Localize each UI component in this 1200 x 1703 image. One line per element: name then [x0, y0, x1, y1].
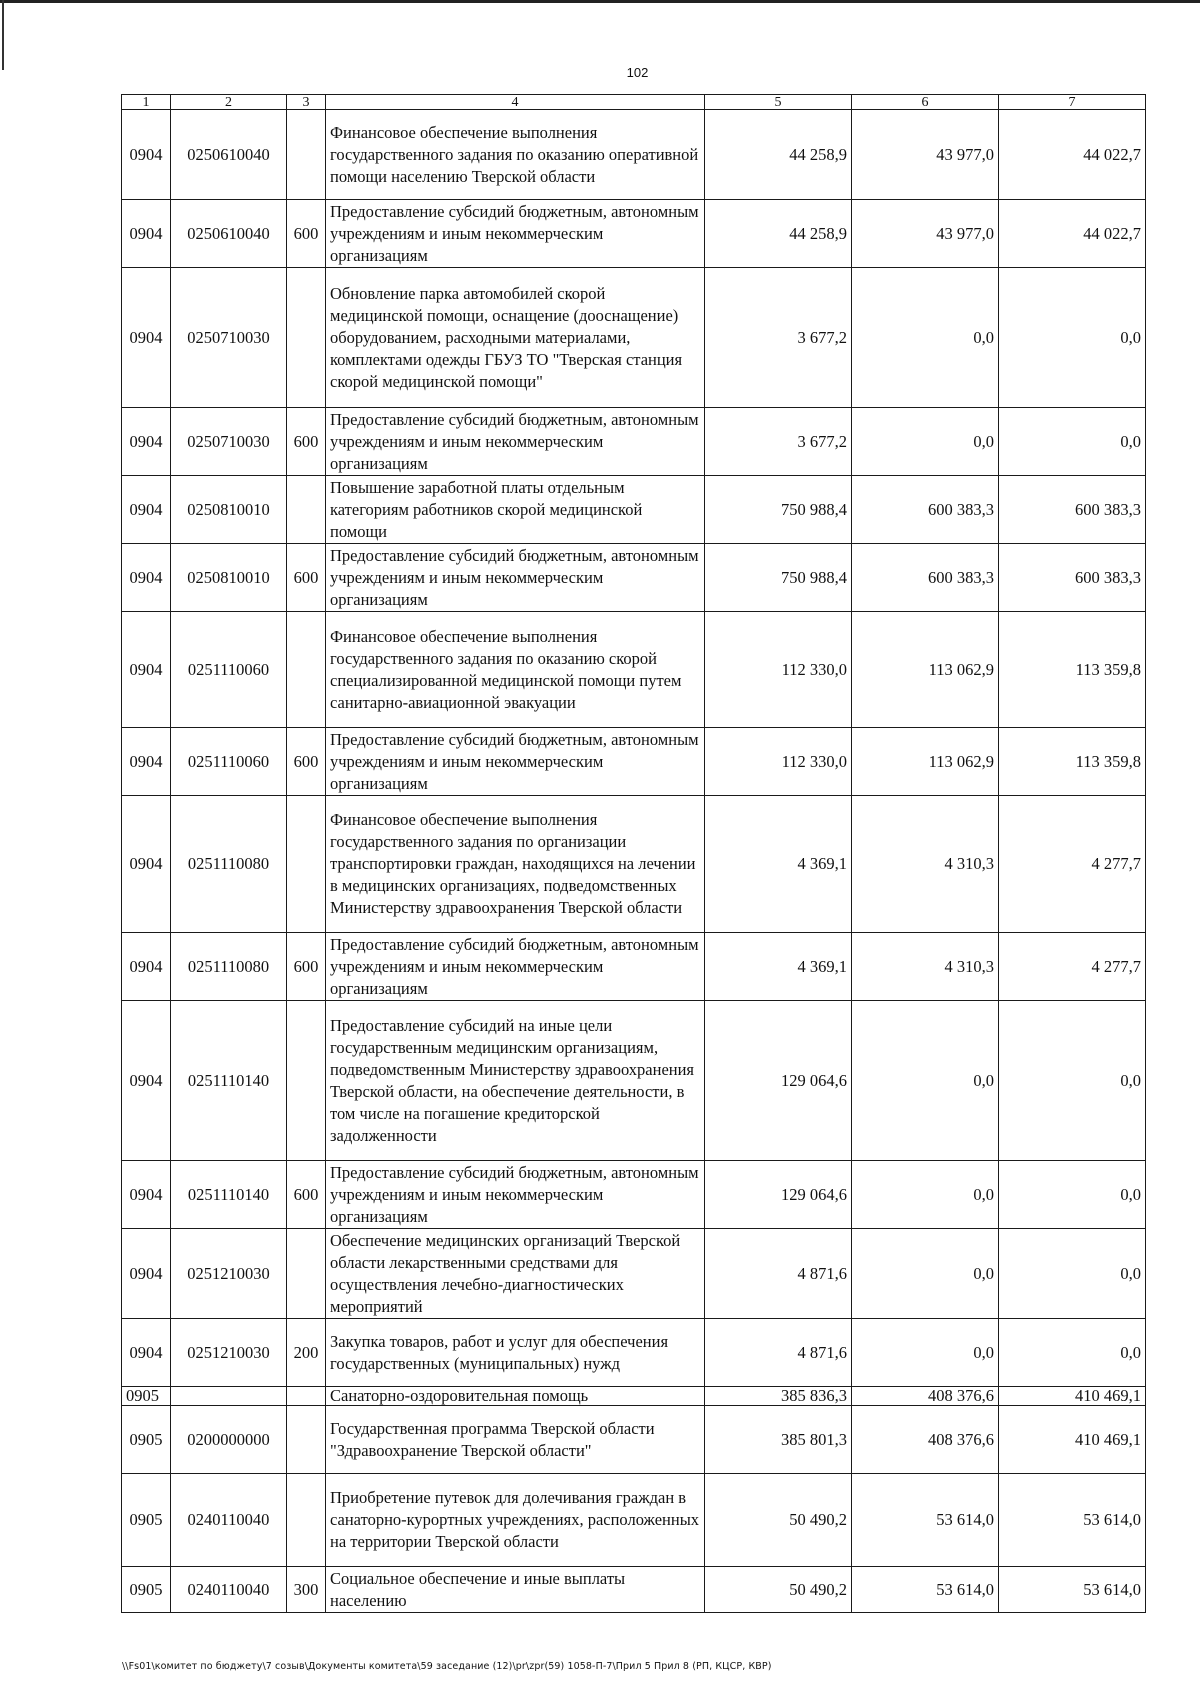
- section-code: 0904: [122, 268, 171, 408]
- expense-type-code: [287, 1387, 326, 1406]
- amount-col6: 0,0: [852, 1161, 999, 1229]
- expense-type-code: [287, 796, 326, 933]
- table-row: [122, 1161, 1146, 1229]
- expense-type-code: 600: [287, 728, 326, 796]
- section-code: 0904: [122, 612, 171, 728]
- amount-col7: 113 359,8: [999, 612, 1146, 728]
- amount-col6: 0,0: [852, 1001, 999, 1161]
- section-code: 0904: [122, 544, 171, 612]
- row-name: Предоставление субсидий бюджетным, автономным учреждениям и иным некоммерческим организациям: [326, 1161, 705, 1229]
- column-header: 5: [705, 95, 852, 110]
- section-code: 0904: [122, 200, 171, 268]
- target-article-code: 0250610040: [171, 110, 287, 200]
- expense-type-code: 300: [287, 1567, 326, 1613]
- amount-col5: 4 369,1: [705, 933, 852, 1001]
- amount-col6: 600 383,3: [852, 476, 999, 544]
- section-code: 0904: [122, 1319, 171, 1387]
- row-name: Закупка товаров, работ и услуг для обеспечения государственных (муниципальных) нужд: [326, 1319, 705, 1387]
- row-name: Предоставление субсидий бюджетным, автономным учреждениям и иным некоммерческим организациям: [326, 408, 705, 476]
- amount-col7: 53 614,0: [999, 1474, 1146, 1567]
- amount-col5: 129 064,6: [705, 1161, 852, 1229]
- row-name: Обеспечение медицинских организаций Тверской области лекарственными средствами для осуществления лечебно-диагностических мероприятий: [326, 1229, 705, 1319]
- amount-col5: 3 677,2: [705, 268, 852, 408]
- amount-col5: 112 330,0: [705, 612, 852, 728]
- table-row: [122, 933, 1146, 1001]
- amount-col7: 0,0: [999, 1319, 1146, 1387]
- amount-col5: 50 490,2: [705, 1474, 852, 1567]
- amount-col6: 408 376,6: [852, 1406, 999, 1474]
- section-code: 0904: [122, 1161, 171, 1229]
- amount-col5: 44 258,9: [705, 110, 852, 200]
- row-name: Государственная программа Тверской области "Здравоохранение Тверской области": [326, 1406, 705, 1474]
- amount-col6: 53 614,0: [852, 1474, 999, 1567]
- amount-col5: 750 988,4: [705, 544, 852, 612]
- target-article-code: 0251110140: [171, 1161, 287, 1229]
- amount-col5: 385 836,3: [705, 1387, 852, 1406]
- section-code: 0905: [122, 1387, 171, 1406]
- amount-col6: 0,0: [852, 408, 999, 476]
- table-row: [122, 408, 1146, 476]
- section-code: 0904: [122, 1001, 171, 1161]
- amount-col5: 385 801,3: [705, 1406, 852, 1474]
- amount-col6: 0,0: [852, 268, 999, 408]
- amount-col7: 410 469,1: [999, 1406, 1146, 1474]
- expense-type-code: 200: [287, 1319, 326, 1387]
- amount-col6: 113 062,9: [852, 728, 999, 796]
- amount-col6: 408 376,6: [852, 1387, 999, 1406]
- budget-table: [121, 94, 1146, 1613]
- amount-col6: 4 310,3: [852, 796, 999, 933]
- table-row: [122, 268, 1146, 408]
- row-name: Финансовое обеспечение выполнения государственного задания по оказанию скорой специализированной медицинской помощи путем санитарно-авиационной эвакуации: [326, 612, 705, 728]
- target-article-code: 0250710030: [171, 268, 287, 408]
- expense-type-code: [287, 1474, 326, 1567]
- target-article-code: 0240110040: [171, 1474, 287, 1567]
- amount-col7: 600 383,3: [999, 544, 1146, 612]
- table-row: [122, 1319, 1146, 1387]
- amount-col5: 112 330,0: [705, 728, 852, 796]
- row-name: Предоставление субсидий бюджетным, автономным учреждениям и иным некоммерческим организациям: [326, 200, 705, 268]
- expense-type-code: [287, 110, 326, 200]
- section-code: 0904: [122, 933, 171, 1001]
- amount-col7: 0,0: [999, 1229, 1146, 1319]
- column-header: 7: [999, 95, 1146, 110]
- amount-col6: 0,0: [852, 1229, 999, 1319]
- expense-type-code: 600: [287, 200, 326, 268]
- table-row: [122, 1229, 1146, 1319]
- amount-col5: 750 988,4: [705, 476, 852, 544]
- table-row: [122, 1387, 1146, 1406]
- amount-col5: 44 258,9: [705, 200, 852, 268]
- section-code: 0904: [122, 728, 171, 796]
- table-row: [122, 1001, 1146, 1161]
- amount-col7: 600 383,3: [999, 476, 1146, 544]
- amount-col7: 410 469,1: [999, 1387, 1146, 1406]
- row-name: Обновление парка автомобилей скорой медицинской помощи, оснащение (дооснащение) оборудованием, расходными материалами, комплектами одежды ГБУЗ ТО "Тверская станция скорой медицинской помощи": [326, 268, 705, 408]
- amount-col6: 113 062,9: [852, 612, 999, 728]
- amount-col6: 43 977,0: [852, 110, 999, 200]
- amount-col7: 44 022,7: [999, 110, 1146, 200]
- row-name: Повышение заработной платы отдельным категориям работников скорой медицинской помощи: [326, 476, 705, 544]
- amount-col6: 4 310,3: [852, 933, 999, 1001]
- section-code: 0904: [122, 476, 171, 544]
- column-number-row: [122, 95, 1146, 110]
- table-row: [122, 796, 1146, 933]
- footer-file-path: \\Fs01\комитет по бюджету\7 созыв\Документы комитета\59 заседание (12)\pr\zpr(59) 1058-П-7\Прил 5 Прил 8 (РП, КЦСР, КВР): [122, 1661, 772, 1672]
- section-code: 0905: [122, 1406, 171, 1474]
- amount-col5: 4 369,1: [705, 796, 852, 933]
- table-row: [122, 1474, 1146, 1567]
- amount-col7: 44 022,7: [999, 200, 1146, 268]
- column-header: 6: [852, 95, 999, 110]
- amount-col7: 0,0: [999, 268, 1146, 408]
- expense-type-code: [287, 1001, 326, 1161]
- amount-col6: 600 383,3: [852, 544, 999, 612]
- amount-col7: 0,0: [999, 408, 1146, 476]
- expense-type-code: 600: [287, 408, 326, 476]
- table-row: [122, 612, 1146, 728]
- amount-col6: 53 614,0: [852, 1567, 999, 1613]
- target-article-code: 0251110060: [171, 728, 287, 796]
- amount-col5: 50 490,2: [705, 1567, 852, 1613]
- amount-col5: 129 064,6: [705, 1001, 852, 1161]
- column-header: 4: [326, 95, 705, 110]
- section-code: 0904: [122, 796, 171, 933]
- section-code: 0905: [122, 1567, 171, 1613]
- column-header: 3: [287, 95, 326, 110]
- target-article-code: 0251110060: [171, 612, 287, 728]
- section-code: 0904: [122, 110, 171, 200]
- row-name: Предоставление субсидий на иные цели государственным медицинским организациям, подведомственным Министерству здравоохранения Тверской области, на обеспечение деятельности, в том числе на погашение кредиторской задолженности: [326, 1001, 705, 1161]
- row-name: Финансовое обеспечение выполнения государственного задания по организации транспортировки граждан, находящихся на лечении в медицинских организациях, подведомственных Министерству здравоохранения Тверской области: [326, 796, 705, 933]
- expense-type-code: 600: [287, 933, 326, 1001]
- expense-type-code: [287, 268, 326, 408]
- target-article-code: 0200000000: [171, 1406, 287, 1474]
- section-code: 0904: [122, 408, 171, 476]
- amount-col5: 3 677,2: [705, 408, 852, 476]
- scan-border-left: [2, 0, 4, 70]
- target-article-code: 0251210030: [171, 1229, 287, 1319]
- amount-col7: 4 277,7: [999, 933, 1146, 1001]
- target-article-code: 0251110140: [171, 1001, 287, 1161]
- target-article-code: 0250710030: [171, 408, 287, 476]
- target-article-code: 0250810010: [171, 476, 287, 544]
- target-article-code: 0240110040: [171, 1567, 287, 1613]
- row-name: Предоставление субсидий бюджетным, автономным учреждениям и иным некоммерческим организациям: [326, 728, 705, 796]
- amount-col6: 0,0: [852, 1319, 999, 1387]
- expense-type-code: [287, 1406, 326, 1474]
- amount-col7: 53 614,0: [999, 1567, 1146, 1613]
- table-row: [122, 110, 1146, 200]
- target-article-code: 0251110080: [171, 796, 287, 933]
- row-name: Предоставление субсидий бюджетным, автономным учреждениям и иным некоммерческим организациям: [326, 544, 705, 612]
- row-name: Социальное обеспечение и иные выплаты населению: [326, 1567, 705, 1613]
- table-row: [122, 1567, 1146, 1613]
- target-article-code: 0251110080: [171, 933, 287, 1001]
- column-header: 1: [122, 95, 171, 110]
- amount-col7: 0,0: [999, 1001, 1146, 1161]
- row-name: Предоставление субсидий бюджетным, автономным учреждениям и иным некоммерческим организациям: [326, 933, 705, 1001]
- amount-col5: 4 871,6: [705, 1319, 852, 1387]
- target-article-code: 0251210030: [171, 1319, 287, 1387]
- row-name: Приобретение путевок для долечивания граждан в санаторно-курортных учреждениях, расположенных на территории Тверской области: [326, 1474, 705, 1567]
- amount-col7: 113 359,8: [999, 728, 1146, 796]
- expense-type-code: [287, 476, 326, 544]
- section-code: 0904: [122, 1229, 171, 1319]
- amount-col5: 4 871,6: [705, 1229, 852, 1319]
- expense-type-code: [287, 1229, 326, 1319]
- row-name: Финансовое обеспечение выполнения государственного задания по оказанию оперативной помощи населению Тверской области: [326, 110, 705, 200]
- section-code: 0905: [122, 1474, 171, 1567]
- target-article-code: [171, 1387, 287, 1406]
- table-row: [122, 200, 1146, 268]
- target-article-code: 0250610040: [171, 200, 287, 268]
- scan-border-top: [0, 0, 1200, 3]
- table-row: [122, 544, 1146, 612]
- amount-col7: 0,0: [999, 1161, 1146, 1229]
- expense-type-code: 600: [287, 544, 326, 612]
- expense-type-code: [287, 612, 326, 728]
- amount-col7: 4 277,7: [999, 796, 1146, 933]
- page-number: 102: [626, 65, 649, 80]
- expense-type-code: 600: [287, 1161, 326, 1229]
- table-row: [122, 476, 1146, 544]
- table-row: [122, 1406, 1146, 1474]
- column-header: 2: [171, 95, 287, 110]
- amount-col6: 43 977,0: [852, 200, 999, 268]
- row-name: Санаторно-оздоровительная помощь: [326, 1387, 705, 1406]
- target-article-code: 0250810010: [171, 544, 287, 612]
- table-row: [122, 728, 1146, 796]
